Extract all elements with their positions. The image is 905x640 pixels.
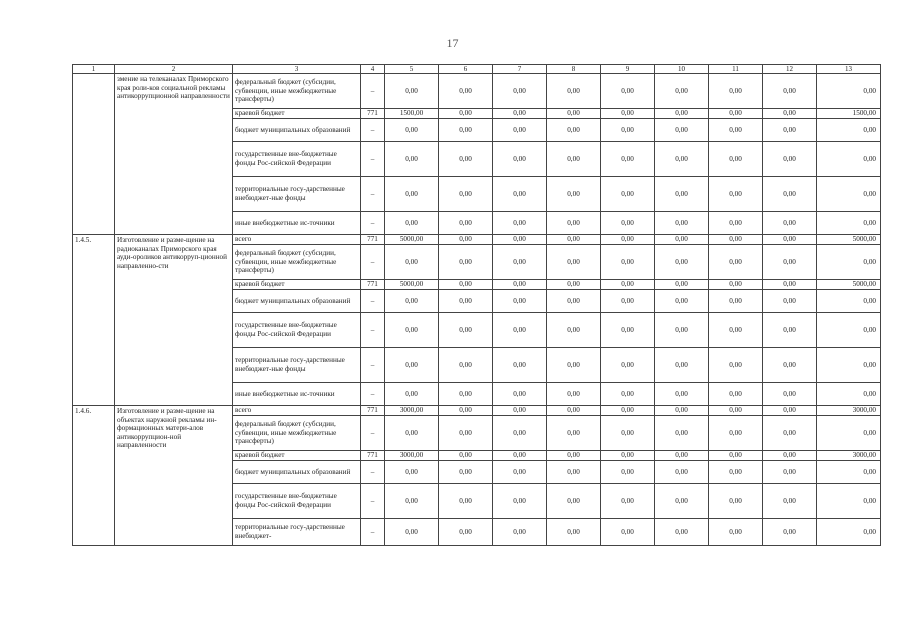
admin-code: – [361,142,385,177]
value-cell: 0,00 [493,484,547,519]
value-cell: 0,00 [709,313,763,348]
value-cell: 0,00 [547,245,601,280]
value-cell: 0,00 [655,519,709,546]
value-cell: 0,00 [601,416,655,451]
value-cell: 0,00 [547,74,601,109]
value-cell: 0,00 [601,245,655,280]
value-cell: 5000,00 [385,235,439,245]
item-number: 1.4.6. [73,406,115,546]
value-cell: 0,00 [763,484,817,519]
value-cell: 0,00 [547,212,601,235]
value-cell: 0,00 [763,109,817,119]
value-cell: 0,00 [547,142,601,177]
value-cell: 0,00 [655,212,709,235]
value-cell: 0,00 [493,519,547,546]
value-cell: 0,00 [385,245,439,280]
value-cell: 0,00 [493,109,547,119]
value-cell: 0,00 [439,212,493,235]
header-cell: 6 [439,65,493,74]
value-cell: 0,00 [601,519,655,546]
value-cell: 0,00 [655,484,709,519]
value-cell: 0,00 [601,212,655,235]
value-cell: 0,00 [601,451,655,461]
funding-source: федеральный бюджет (субсидии, субвенции, иные межбюджетные трансферты) [233,245,361,280]
value-cell: 0,00 [439,383,493,406]
admin-code: – [361,212,385,235]
value-cell: 0,00 [763,142,817,177]
value-cell: 0,00 [385,484,439,519]
value-cell: 0,00 [601,484,655,519]
header-cell: 3 [233,65,361,74]
header-cell: 10 [655,65,709,74]
value-cell: 0,00 [763,461,817,484]
value-cell: 0,00 [655,142,709,177]
value-cell: 0,00 [385,142,439,177]
value-cell: 0,00 [655,461,709,484]
admin-code: – [361,177,385,212]
value-cell: 0,00 [763,451,817,461]
funding-source: территориальные госу-дарственные внебюджет-ные фонды [233,348,361,383]
admin-code: – [361,245,385,280]
value-cell: 0,00 [439,119,493,142]
value-cell: 0,00 [763,348,817,383]
value-cell: 0,00 [493,245,547,280]
value-cell: 0,00 [709,245,763,280]
admin-code: 771 [361,451,385,461]
admin-code: 771 [361,280,385,290]
value-cell: 0,00 [601,235,655,245]
value-cell: 0,00 [709,109,763,119]
value-cell: 0,00 [493,177,547,212]
funding-source: бюджет муниципальных образований [233,461,361,484]
value-cell: 0,00 [709,177,763,212]
value-cell: 0,00 [655,177,709,212]
header-cell: 4 [361,65,385,74]
funding-source: федеральный бюджет (субсидии, субвенции, иные межбюджетные трансферты) [233,74,361,109]
value-cell: 0,00 [601,313,655,348]
value-cell: 0,00 [439,406,493,416]
table-row [73,74,881,109]
value-cell: 0,00 [493,142,547,177]
value-cell: 3000,00 [385,406,439,416]
item-name: Изготовление и разме-щение на объектах наружной рекламы ин-формационных матери-алов антикоррупцион-ной направленности [115,406,233,546]
value-cell: 0,00 [385,74,439,109]
value-cell: 0,00 [601,177,655,212]
total-cell: 5000,00 [817,235,881,245]
total-cell: 3000,00 [817,406,881,416]
value-cell: 0,00 [763,280,817,290]
value-cell: 0,00 [655,313,709,348]
value-cell: 0,00 [385,461,439,484]
value-cell: 0,00 [493,313,547,348]
value-cell: 0,00 [385,313,439,348]
header-cell: 1 [73,65,115,74]
item-number [73,74,115,235]
value-cell: 0,00 [493,235,547,245]
header-row [73,65,881,74]
value-cell: 0,00 [709,142,763,177]
total-cell: 0,00 [817,177,881,212]
total-cell: 0,00 [817,461,881,484]
value-cell: 0,00 [655,245,709,280]
value-cell: 0,00 [601,74,655,109]
value-cell: 0,00 [655,348,709,383]
total-cell: 3000,00 [817,451,881,461]
header-cell: 2 [115,65,233,74]
funding-source: государственные вне-бюджетные фонды Рос-сийской Федерации [233,313,361,348]
value-cell: 0,00 [655,109,709,119]
value-cell: 0,00 [655,416,709,451]
value-cell: 0,00 [439,142,493,177]
value-cell: 0,00 [385,416,439,451]
value-cell: 0,00 [439,519,493,546]
value-cell: 0,00 [547,280,601,290]
total-cell: 0,00 [817,142,881,177]
value-cell: 0,00 [547,383,601,406]
value-cell: 0,00 [709,519,763,546]
value-cell: 0,00 [547,519,601,546]
value-cell: 0,00 [763,177,817,212]
value-cell: 0,00 [493,383,547,406]
value-cell: 0,00 [439,280,493,290]
value-cell: 0,00 [385,177,439,212]
total-cell: 0,00 [817,212,881,235]
item-number: 1.4.5. [73,235,115,406]
value-cell: 0,00 [547,451,601,461]
admin-code: 771 [361,235,385,245]
value-cell: 0,00 [601,142,655,177]
value-cell: 0,00 [709,406,763,416]
value-cell: 0,00 [709,235,763,245]
admin-code: – [361,484,385,519]
value-cell: 0,00 [439,177,493,212]
total-cell: 0,00 [817,484,881,519]
header-cell: 7 [493,65,547,74]
value-cell: 0,00 [547,484,601,519]
funding-source: государственные вне-бюджетные фонды Рос-сийской Федерации [233,484,361,519]
value-cell: 0,00 [709,280,763,290]
value-cell: 0,00 [439,416,493,451]
value-cell: 0,00 [655,74,709,109]
value-cell: 0,00 [547,461,601,484]
value-cell: 1500,00 [385,109,439,119]
value-cell: 0,00 [601,383,655,406]
value-cell: 0,00 [709,74,763,109]
value-cell: 0,00 [655,119,709,142]
value-cell: 0,00 [439,109,493,119]
value-cell: 0,00 [493,416,547,451]
header-cell: 12 [763,65,817,74]
value-cell: 0,00 [709,383,763,406]
value-cell: 0,00 [709,484,763,519]
funding-source: иные внебюджетные ис-точники [233,383,361,406]
admin-code: 771 [361,406,385,416]
item-name: Изготовление и разме-щение на радиоканалах Приморского края ауди-ороликов антикорруп-ционной направленно-сти [115,235,233,406]
total-cell: 0,00 [817,416,881,451]
total-cell: 0,00 [817,290,881,313]
value-cell: 5000,00 [385,280,439,290]
admin-code: – [361,348,385,383]
value-cell: 0,00 [493,119,547,142]
funding-source: краевой бюджет [233,451,361,461]
value-cell: 0,00 [601,290,655,313]
value-cell: 0,00 [709,212,763,235]
value-cell: 0,00 [601,109,655,119]
total-cell: 0,00 [817,119,881,142]
value-cell: 0,00 [493,451,547,461]
value-cell: 0,00 [493,290,547,313]
funding-source: федеральный бюджет (субсидии, субвенции, иные межбюджетные трансферты) [233,416,361,451]
value-cell: 0,00 [547,177,601,212]
value-cell: 0,00 [655,290,709,313]
funding-source: государственные вне-бюджетные фонды Рос-сийской Федерации [233,142,361,177]
admin-code: – [361,461,385,484]
value-cell: 0,00 [439,313,493,348]
value-cell: 0,00 [763,383,817,406]
table-row [73,235,881,245]
header-cell: 9 [601,65,655,74]
total-cell: 1500,00 [817,109,881,119]
value-cell: 0,00 [439,74,493,109]
total-cell: 0,00 [817,383,881,406]
table-row [73,406,881,416]
value-cell: 0,00 [547,119,601,142]
funding-source: иные внебюджетные ис-точники [233,212,361,235]
value-cell: 0,00 [763,290,817,313]
value-cell: 0,00 [547,313,601,348]
funding-source: бюджет муниципальных образований [233,119,361,142]
value-cell: 0,00 [763,406,817,416]
value-cell: 0,00 [547,348,601,383]
value-cell: 0,00 [709,461,763,484]
funding-source: краевой бюджет [233,280,361,290]
value-cell: 0,00 [547,416,601,451]
budget-table [72,64,881,546]
value-cell: 0,00 [763,313,817,348]
value-cell: 0,00 [385,519,439,546]
value-cell: 0,00 [547,109,601,119]
value-cell: 0,00 [439,451,493,461]
value-cell: 0,00 [601,406,655,416]
value-cell: 0,00 [385,383,439,406]
value-cell: 0,00 [763,245,817,280]
value-cell: 0,00 [385,290,439,313]
value-cell: 0,00 [439,235,493,245]
value-cell: 0,00 [493,212,547,235]
value-cell: 0,00 [709,348,763,383]
table-body [73,65,881,546]
value-cell: 0,00 [493,74,547,109]
header-cell: 8 [547,65,601,74]
value-cell: 0,00 [547,406,601,416]
value-cell: 0,00 [601,280,655,290]
total-cell: 0,00 [817,313,881,348]
funding-source: всего [233,235,361,245]
total-cell: 5000,00 [817,280,881,290]
value-cell: 0,00 [439,245,493,280]
value-cell: 0,00 [547,290,601,313]
value-cell: 0,00 [493,406,547,416]
header-cell: 13 [817,65,881,74]
funding-source: всего [233,406,361,416]
value-cell: 0,00 [763,519,817,546]
value-cell: 0,00 [439,348,493,383]
value-cell: 0,00 [547,235,601,245]
value-cell: 0,00 [655,406,709,416]
value-cell: 0,00 [709,416,763,451]
funding-source: краевой бюджет [233,109,361,119]
admin-code: – [361,290,385,313]
admin-code: 771 [361,109,385,119]
value-cell: 0,00 [763,212,817,235]
admin-code: – [361,119,385,142]
admin-code: – [361,313,385,348]
funding-source: территориальные госу-дарственные внебюджет- [233,519,361,546]
funding-source: территориальные госу-дарственные внебюджет-ные фонды [233,177,361,212]
value-cell: 0,00 [601,348,655,383]
page-number: 17 [446,36,459,50]
value-cell: 0,00 [655,383,709,406]
item-name: змение на телеканалах Приморского края роли-ков социальной рекламы антикоррупционной направленности [115,74,233,235]
value-cell: 0,00 [439,461,493,484]
value-cell: 0,00 [763,235,817,245]
total-cell: 0,00 [817,74,881,109]
value-cell: 0,00 [439,484,493,519]
header-cell: 11 [709,65,763,74]
admin-code: – [361,519,385,546]
value-cell: 0,00 [709,119,763,142]
value-cell: 0,00 [601,461,655,484]
value-cell: 0,00 [655,235,709,245]
admin-code: – [361,416,385,451]
total-cell: 0,00 [817,245,881,280]
value-cell: 0,00 [709,451,763,461]
value-cell: 0,00 [385,119,439,142]
value-cell: 0,00 [493,348,547,383]
value-cell: 0,00 [763,416,817,451]
value-cell: 0,00 [493,461,547,484]
value-cell: 0,00 [763,74,817,109]
value-cell: 0,00 [763,119,817,142]
admin-code: – [361,74,385,109]
value-cell: 0,00 [493,280,547,290]
value-cell: 0,00 [655,451,709,461]
value-cell: 0,00 [385,212,439,235]
value-cell: 0,00 [601,119,655,142]
value-cell: 0,00 [439,290,493,313]
value-cell: 0,00 [385,348,439,383]
admin-code: – [361,383,385,406]
value-cell: 3000,00 [385,451,439,461]
header-cell: 5 [385,65,439,74]
total-cell: 0,00 [817,519,881,546]
total-cell: 0,00 [817,348,881,383]
value-cell: 0,00 [709,290,763,313]
value-cell: 0,00 [655,280,709,290]
funding-source: бюджет муниципальных образований [233,290,361,313]
